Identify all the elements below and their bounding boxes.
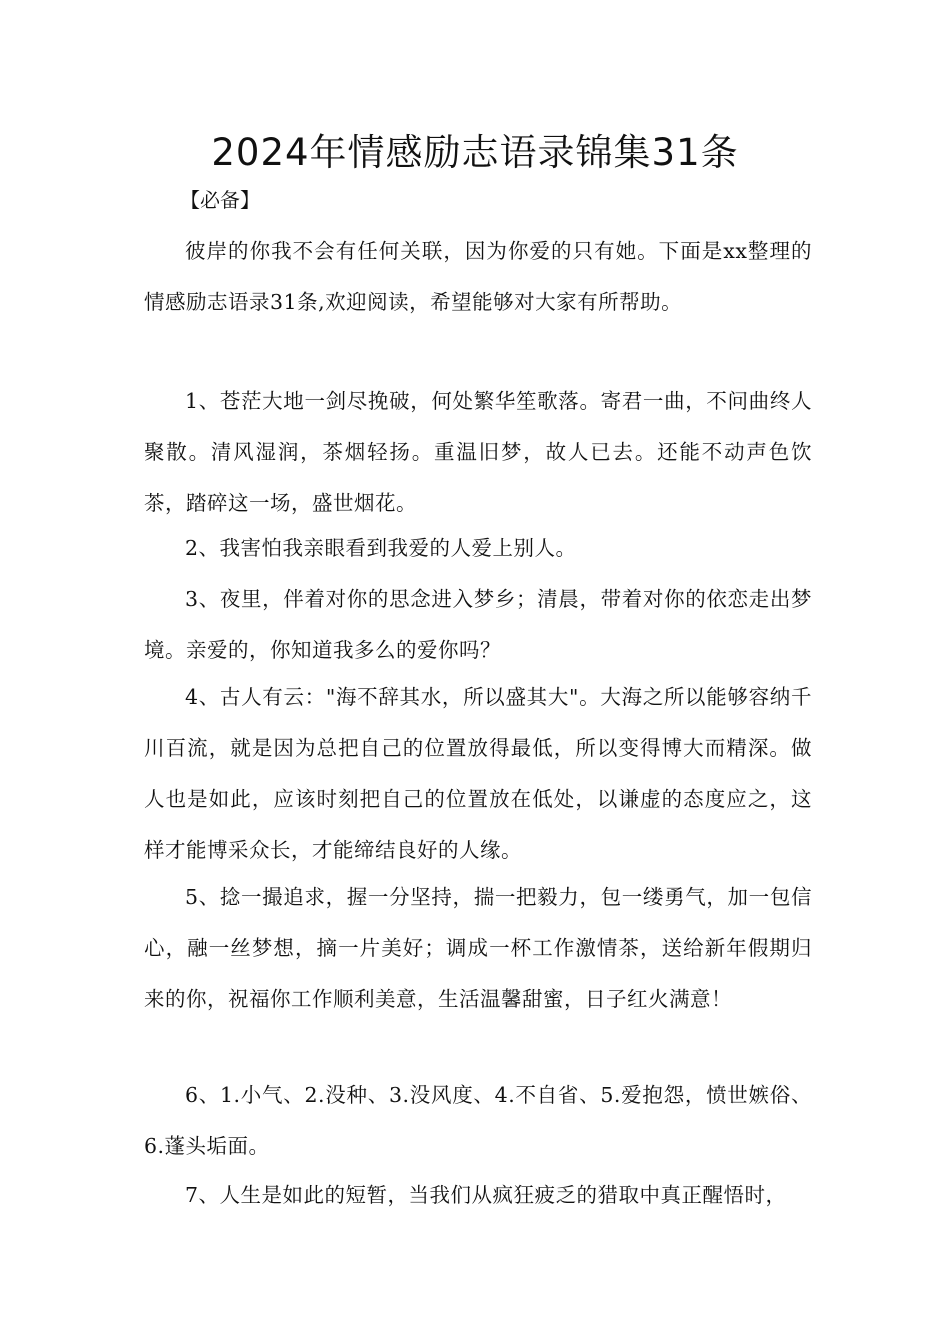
list-item-2: 2、我害怕我亲眼看到我爱的人爱上别人。 <box>185 536 577 560</box>
list-item-7: 7、人生是如此的短暂，当我们从疯狂疲乏的猎取中真正醒悟时， <box>185 1183 787 1207</box>
document-tag: 【必备】 <box>180 188 260 212</box>
list-item-5: 5、捻一撮追求，握一分坚持，揣一把毅力，包一缕勇气，加一包信心，融一丝梦想，摘一片美好；调成一杯工作激情茶，送给新年假期归来的你，祝福你工作顺利美意，生活温馨甜蜜，日子红火满意！ <box>144 885 812 1011</box>
list-item-6: 6、1.小气、2.没种、3.没风度、4.不自省、5.爱抱怨，愤世嫉俗、6.蓬头垢面。 <box>144 1083 812 1158</box>
document-title: 2024年情感励志语录锦集31条 <box>211 131 739 174</box>
list-item-4: 4、古人有云："海不辞其水，所以盛其大"。大海之所以能够容纳千川百流，就是因为总把自己的位置放得最低，所以变得博大而精深。做人也是如此，应该时刻把自己的位置放在低处，以谦虚的态度应之，这样才能博采众长，才能缔结良好的人缘。 <box>144 685 812 862</box>
intro-paragraph: 彼岸的你我不会有任何关联，因为你爱的只有她。下面是xx整理的情感励志语录31条,欢迎阅读，希望能够对大家有所帮助。 <box>144 239 812 314</box>
list-item-3: 3、夜里，伴着对你的思念进入梦乡；清晨，带着对你的依恋走出梦境。亲爱的，你知道我多么的爱你吗？ <box>144 587 812 662</box>
list-item-1: 1、苍茫大地一剑尽挽破，何处繁华笙歌落。寄君一曲，不问曲终人聚散。清风湿润，茶烟轻扬。重温旧梦，故人已去。还能不动声色饮茶，踏碎这一场，盛世烟花。 <box>144 389 812 515</box>
